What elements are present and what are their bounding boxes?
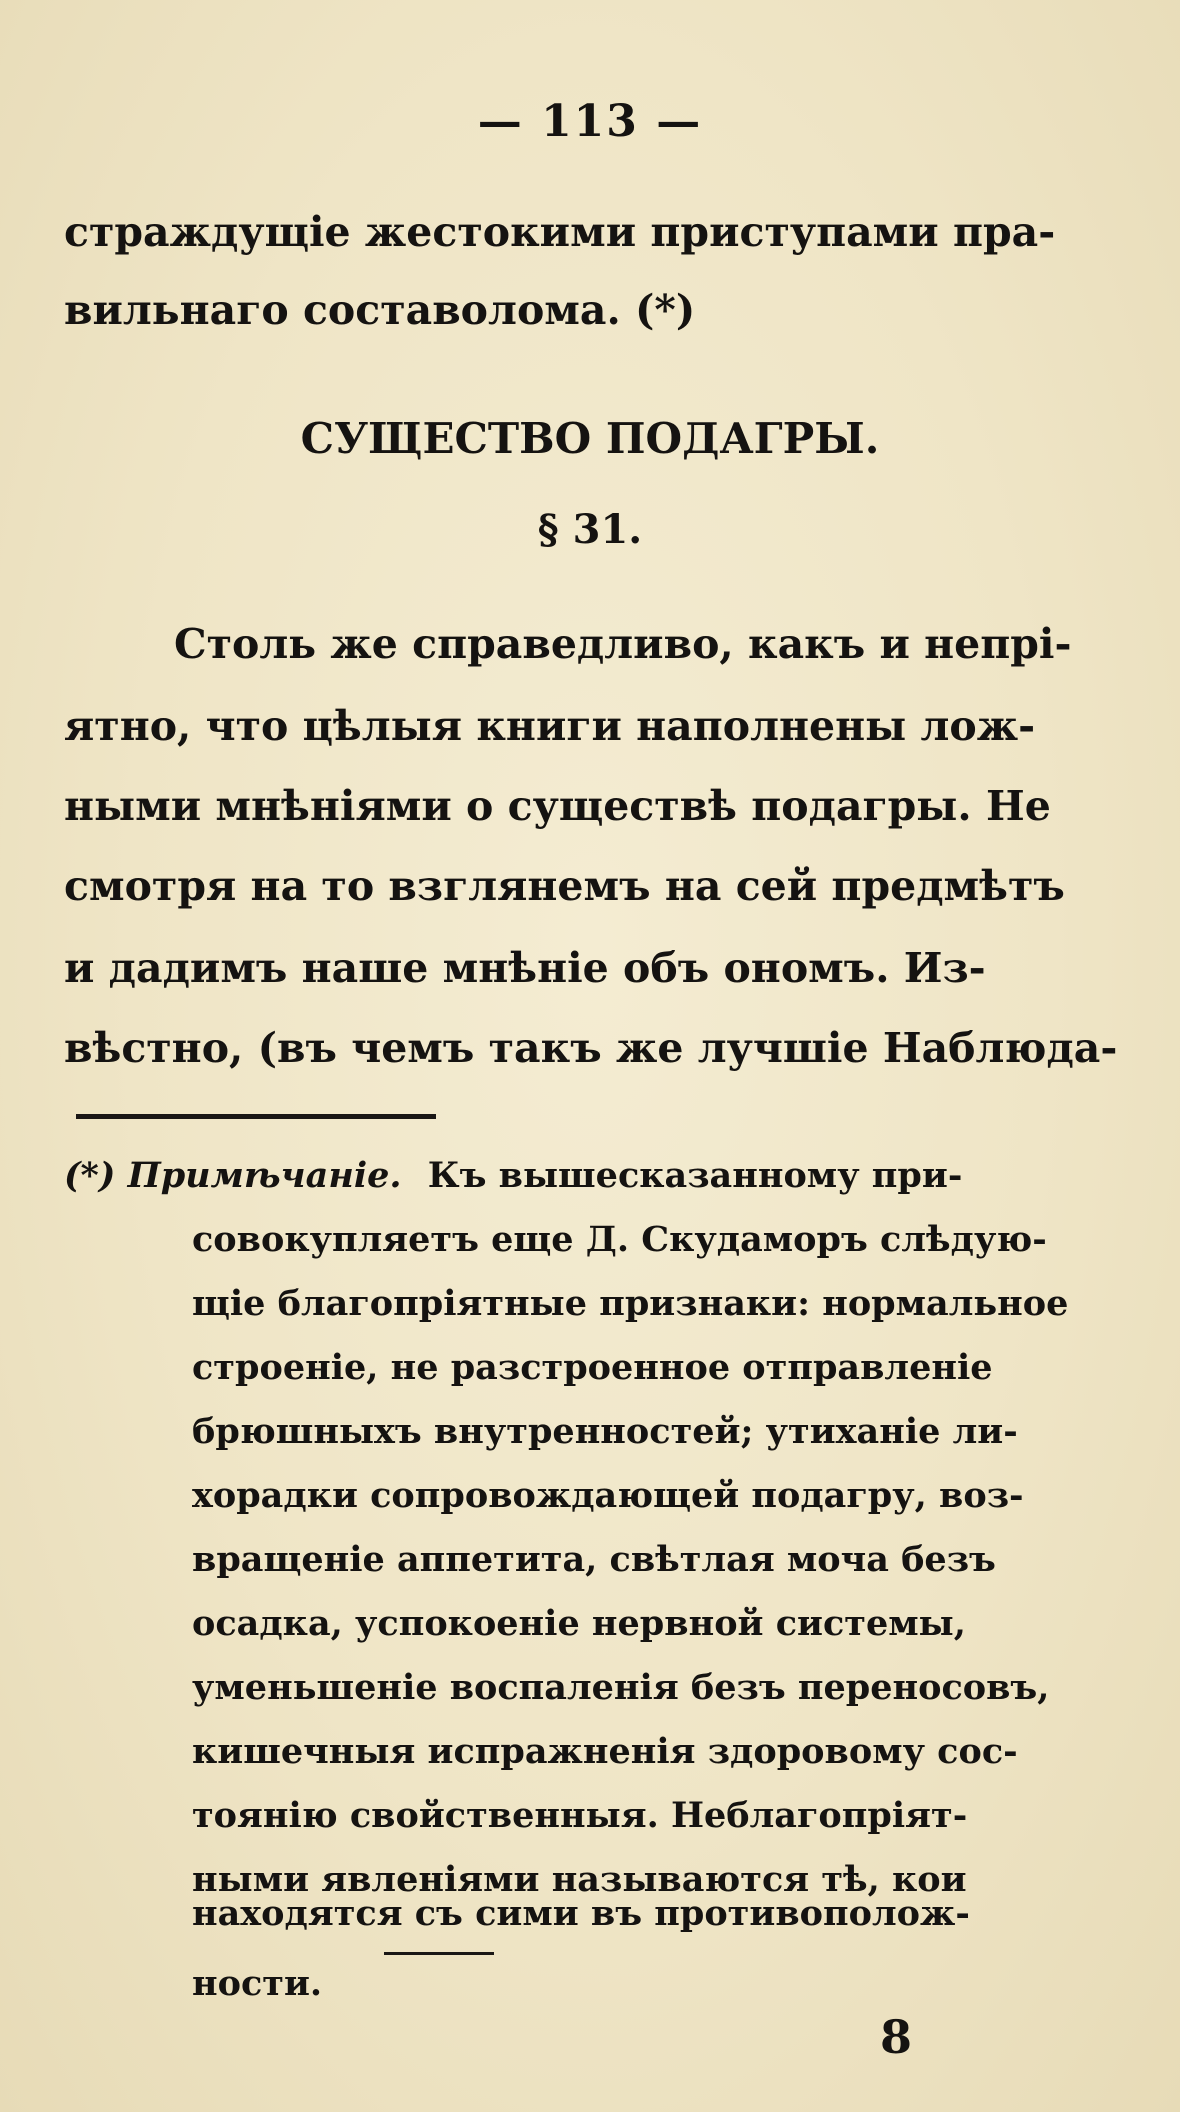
footnote-line: брюшныхъ внутренностей; утиханіе ли- xyxy=(192,1411,1018,1452)
text-line xyxy=(64,208,1114,256)
footnote-line: строеніе, не разстроенное отправленіе xyxy=(192,1347,993,1388)
footnote-line: осадка, успокоеніе нервной системы, xyxy=(192,1603,966,1644)
text-line-content: страждущіе жестокими приступами пра- xyxy=(64,208,1056,256)
footnote-line: ности. xyxy=(192,1963,323,2004)
footnote-marker: (*) xyxy=(64,1155,116,1196)
signature-mark: 8 xyxy=(880,2010,913,2064)
footnote-line: ными явленіями называются тѣ, кои xyxy=(192,1859,967,1900)
body-line: ятно, что цѣлыя книги наполнены лож- xyxy=(64,702,1036,750)
footnote-text: Къ вышесказанному при- xyxy=(427,1155,963,1196)
footnote-line: кишечныя испражненія здоровому сос- xyxy=(192,1731,1018,1772)
body-line: ными мнѣніями о существѣ подагры. Не xyxy=(64,782,1051,830)
text-line xyxy=(64,286,1114,334)
footnote-line: щіе благопріятные признаки: нормальное xyxy=(192,1283,1069,1324)
section-number: § 31. xyxy=(537,506,643,553)
footnote-label: Примѣчаніе. xyxy=(127,1155,402,1196)
footnote-line: находятся съ сими въ противополож- xyxy=(192,1893,970,1934)
text-line-content: вильнаго составолома. (*) xyxy=(64,286,696,334)
section-title: СУЩЕСТВО ПОДАГРЫ. xyxy=(300,414,880,463)
body-line: и дадимъ наше мнѣніе объ ономъ. Из- xyxy=(64,944,986,992)
short-rule xyxy=(384,1952,494,1955)
footnote-separator xyxy=(76,1114,436,1119)
footnote-first-line xyxy=(64,1155,1116,1196)
footnote-line: совокупляетъ еще Д. Скудаморъ слѣдую- xyxy=(192,1219,1047,1260)
footnote-line: хорадки сопровождающей подагру, воз- xyxy=(192,1475,1024,1516)
footnote-line: уменьшеніе воспаленія безъ переносовъ, xyxy=(192,1667,1050,1708)
body-line: вѣстно, (въ чемъ такъ же лучшіе Наблюда- xyxy=(64,1024,1118,1072)
body-line: Столь же справедливо, какъ и непрі- xyxy=(174,620,1072,668)
page-number-header: — 113 — xyxy=(477,96,703,147)
footnote-line: тоянію свойственныя. Неблагопріят- xyxy=(192,1795,968,1836)
body-line: смотря на то взглянемъ на сей предмѣтъ xyxy=(64,862,1065,910)
footnote-line: вращеніе аппетита, свѣтлая моча безъ xyxy=(192,1539,996,1580)
